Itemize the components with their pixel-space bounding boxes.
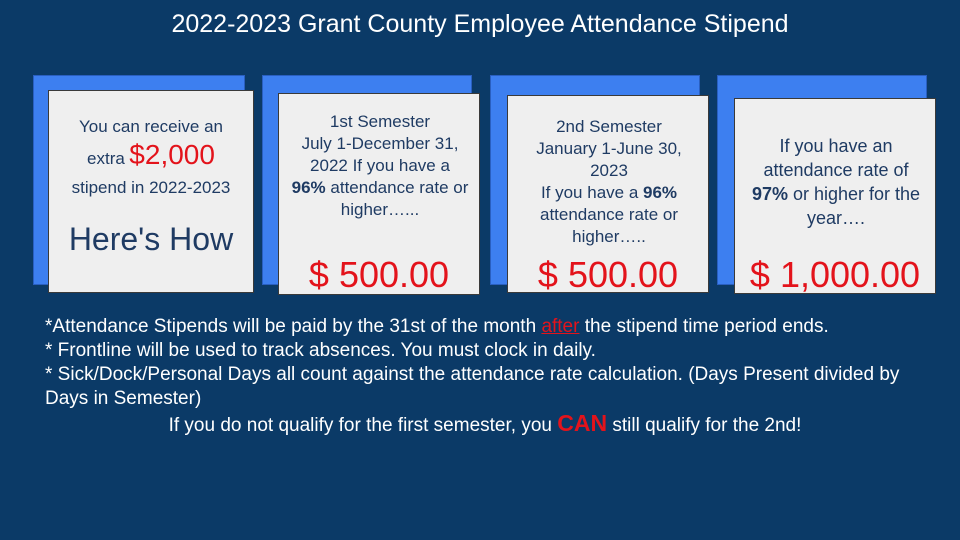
second-semester-text: [518, 116, 700, 248]
note-absence-rules: * Sick/Dock/Personal Days all count against the attendance rate calculation. (Days Present divided by Days in Semester): [45, 364, 900, 409]
first-semester-amount: $ 500.00: [308, 254, 450, 295]
card-second-semester-front: [507, 95, 709, 293]
note1-suffix: the stipend time period ends.: [584, 316, 829, 337]
full-year-text: [745, 134, 927, 230]
card-first-semester-front: [278, 93, 480, 295]
card-full-year-front: [734, 98, 936, 294]
note1-highlight: after: [541, 316, 580, 337]
card-second-semester: [490, 75, 712, 297]
card-intro-front: [48, 90, 254, 293]
second-semester-rate: attendance rate or higher…..: [540, 205, 678, 246]
intro-line1: You can receive an: [79, 117, 223, 136]
intro-line3: stipend in 2022-2023: [71, 178, 231, 197]
second-semester-percent: 96%: [643, 183, 678, 202]
full-year-condition: If you have an attendance rate of: [763, 136, 909, 180]
first-semester-heading: 1st Semester: [329, 112, 431, 131]
second-semester-amount: $ 500.00: [537, 254, 679, 295]
intro-extra-line: [49, 139, 253, 171]
note1-prefix: *Attendance Stipends will be paid by the 31st of the month: [45, 316, 537, 337]
notes-section: [45, 315, 925, 438]
card-first-semester: [262, 75, 484, 297]
first-semester-text: [291, 111, 469, 221]
full-year-rate: or higher for the year….: [792, 184, 921, 228]
intro-extra-prefix: extra: [87, 149, 125, 168]
card-intro: [33, 75, 255, 295]
second-semester-heading: 2nd Semester: [556, 117, 662, 136]
full-year-percent: 97%: [751, 184, 788, 204]
note-frontline: * Frontline will be used to track absences. You must clock in daily.: [45, 340, 596, 361]
note-second-chance: [45, 411, 925, 438]
note4-highlight: CAN: [557, 410, 608, 436]
intro-extra-amount: $2,000: [129, 139, 215, 170]
full-year-amount: $ 1,000.00: [749, 254, 921, 295]
second-semester-dates: January 1-June 30, 2023: [536, 139, 682, 180]
intro-cta: Here's How: [68, 221, 234, 257]
card-full-year: [717, 75, 939, 297]
note-payment-timing: [45, 315, 925, 339]
first-semester-dates: July 1-December 31, 2022 If you have a: [301, 134, 459, 175]
note4-suffix: still qualify for the 2nd!: [612, 415, 802, 436]
second-semester-condition: If you have a: [540, 183, 639, 202]
first-semester-percent: 96%: [291, 178, 326, 197]
first-semester-rate: attendance rate or higher…...: [330, 178, 469, 219]
note4-prefix: If you do not qualify for the first semester, you: [168, 415, 552, 436]
slide-title: 2022-2023 Grant County Employee Attendance Stipend: [171, 10, 789, 38]
